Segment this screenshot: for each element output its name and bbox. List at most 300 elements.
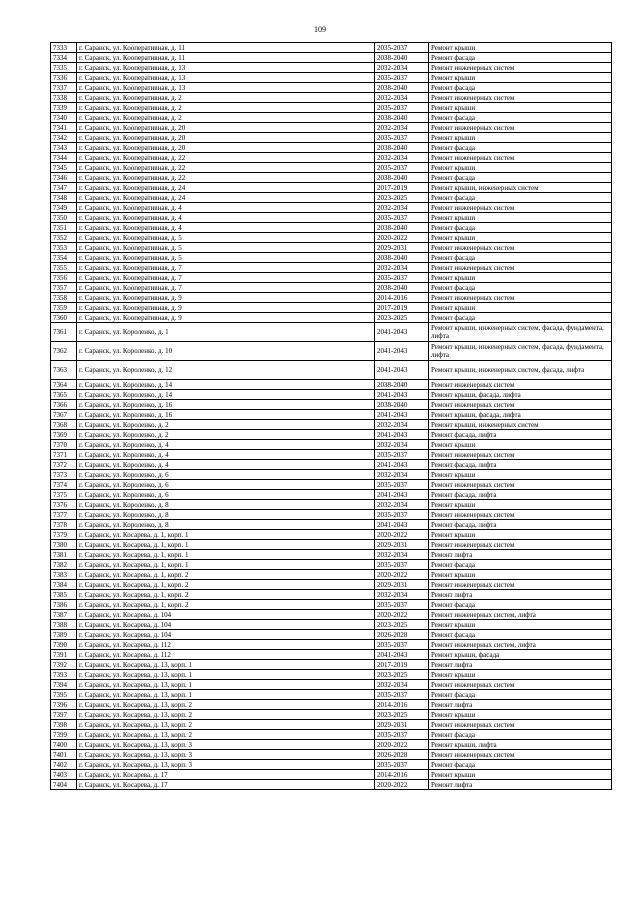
table-row bbox=[51, 342, 612, 361]
period-cell: 2035-2037 bbox=[375, 760, 429, 770]
row-number-cell: 7356 bbox=[51, 273, 77, 283]
period-cell: 2032-2034 bbox=[375, 550, 429, 560]
row-number-cell: 7398 bbox=[51, 720, 77, 730]
row-number-cell: 7345 bbox=[51, 163, 77, 173]
work-type-cell: Ремонт фасада bbox=[429, 253, 612, 263]
address-cell: г. Саранск, ул. Косарева, д. 17 bbox=[77, 780, 375, 790]
period-cell: 2035-2037 bbox=[375, 640, 429, 650]
address-cell: г. Саранск, ул. Короленко, д. 8 bbox=[77, 500, 375, 510]
row-number-cell: 7386 bbox=[51, 600, 77, 610]
address-cell: г. Саранск, ул. Кооперативная, д. 13 bbox=[77, 83, 375, 93]
period-cell: 2032-2034 bbox=[375, 263, 429, 273]
work-type-cell: Ремонт крыши bbox=[429, 710, 612, 720]
row-number-cell: 7395 bbox=[51, 690, 77, 700]
work-type-cell: Ремонт фасада, лифта bbox=[429, 460, 612, 470]
period-cell: 2038-2040 bbox=[375, 223, 429, 233]
address-cell: г. Саранск, ул. Кооперативная, д. 4 bbox=[77, 213, 375, 223]
work-type-cell: Ремонт инженерных систем bbox=[429, 153, 612, 163]
period-cell: 2038-2040 bbox=[375, 143, 429, 153]
period-cell: 2032-2034 bbox=[375, 123, 429, 133]
row-number-cell: 7362 bbox=[51, 342, 77, 361]
address-cell: г. Саранск, ул. Короленко, д. 4 bbox=[77, 450, 375, 460]
row-number-cell: 7335 bbox=[51, 63, 77, 73]
row-number-cell: 7390 bbox=[51, 640, 77, 650]
row-number-cell: 7375 bbox=[51, 490, 77, 500]
table-row bbox=[51, 163, 612, 173]
work-type-cell: Ремонт крыши bbox=[429, 620, 612, 630]
address-cell: г. Саранск, ул. Косарева, д. 1, корп. 2 bbox=[77, 600, 375, 610]
address-cell: г. Саранск, ул. Кооперативная, д. 5 bbox=[77, 243, 375, 253]
address-cell: г. Саранск, ул. Косарева, д. 13, корп. 1 bbox=[77, 680, 375, 690]
address-cell: г. Саранск, ул. Короленко, д. 2 bbox=[77, 420, 375, 430]
address-cell: г. Саранск, ул. Короленко, д. 8 bbox=[77, 520, 375, 530]
table-row bbox=[51, 620, 612, 630]
table-row bbox=[51, 143, 612, 153]
period-cell: 2020-2022 bbox=[375, 233, 429, 243]
work-type-cell: Ремонт инженерных систем bbox=[429, 680, 612, 690]
row-number-cell: 7349 bbox=[51, 203, 77, 213]
repair-schedule-table bbox=[50, 42, 612, 790]
period-cell: 2032-2034 bbox=[375, 93, 429, 103]
work-type-cell: Ремонт крыши, фасада, лифта bbox=[429, 410, 612, 420]
row-number-cell: 7353 bbox=[51, 243, 77, 253]
row-number-cell: 7334 bbox=[51, 53, 77, 63]
work-type-cell: Ремонт фасада bbox=[429, 53, 612, 63]
row-number-cell: 7403 bbox=[51, 770, 77, 780]
table-row bbox=[51, 193, 612, 203]
period-cell: 2035-2037 bbox=[375, 73, 429, 83]
address-cell: г. Саранск, ул. Кооперативная, д. 2 bbox=[77, 113, 375, 123]
address-cell: г. Саранск, ул. Короленко, д. 10 bbox=[77, 342, 375, 361]
work-type-cell: Ремонт фасада, лифта bbox=[429, 430, 612, 440]
row-number-cell: 7347 bbox=[51, 183, 77, 193]
row-number-cell: 7346 bbox=[51, 173, 77, 183]
address-cell: г. Саранск, ул. Короленко, д. 2 bbox=[77, 430, 375, 440]
address-cell: г. Саранск, ул. Косарева, д. 13, корп. 2 bbox=[77, 720, 375, 730]
table-row bbox=[51, 470, 612, 480]
period-cell: 2032-2034 bbox=[375, 440, 429, 450]
address-cell: г. Саранск, ул. Косарева, д. 13, корп. 3 bbox=[77, 740, 375, 750]
table-row bbox=[51, 460, 612, 470]
work-type-cell: Ремонт инженерных систем bbox=[429, 293, 612, 303]
row-number-cell: 7339 bbox=[51, 103, 77, 113]
row-number-cell: 7367 bbox=[51, 410, 77, 420]
period-cell: 2041-2043 bbox=[375, 520, 429, 530]
table-row bbox=[51, 233, 612, 243]
table-row bbox=[51, 93, 612, 103]
work-type-cell: Ремонт лифта bbox=[429, 700, 612, 710]
row-number-cell: 7374 bbox=[51, 480, 77, 490]
table-row bbox=[51, 323, 612, 342]
table-row bbox=[51, 710, 612, 720]
period-cell: 2029-2031 bbox=[375, 720, 429, 730]
table-row bbox=[51, 420, 612, 430]
work-type-cell: Ремонт фасада bbox=[429, 560, 612, 570]
work-type-cell: Ремонт крыши, фасада bbox=[429, 650, 612, 660]
address-cell: г. Саранск, ул. Кооперативная, д. 20 bbox=[77, 123, 375, 133]
work-type-cell: Ремонт инженерных систем bbox=[429, 580, 612, 590]
period-cell: 2041-2043 bbox=[375, 342, 429, 361]
work-type-cell: Ремонт крыши bbox=[429, 273, 612, 283]
work-type-cell: Ремонт лифта bbox=[429, 780, 612, 790]
row-number-cell: 7379 bbox=[51, 530, 77, 540]
address-cell: г. Саранск, ул. Короленко, д. 12 bbox=[77, 361, 375, 380]
period-cell: 2041-2043 bbox=[375, 490, 429, 500]
work-type-cell: Ремонт крыши bbox=[429, 233, 612, 243]
period-cell: 2041-2043 bbox=[375, 650, 429, 660]
period-cell: 2020-2022 bbox=[375, 740, 429, 750]
row-number-cell: 7360 bbox=[51, 313, 77, 323]
period-cell: 2041-2043 bbox=[375, 460, 429, 470]
address-cell: г. Саранск, ул. Короленко, д. 1 bbox=[77, 323, 375, 342]
table-row bbox=[51, 660, 612, 670]
work-type-cell: Ремонт инженерных систем, лифта bbox=[429, 640, 612, 650]
work-type-cell: Ремонт инженерных систем, лифта bbox=[429, 610, 612, 620]
table-row bbox=[51, 173, 612, 183]
period-cell: 2029-2031 bbox=[375, 540, 429, 550]
row-number-cell: 7364 bbox=[51, 380, 77, 390]
table-row bbox=[51, 400, 612, 410]
period-cell: 2035-2037 bbox=[375, 480, 429, 490]
table-row bbox=[51, 760, 612, 770]
work-type-cell: Ремонт фасада bbox=[429, 630, 612, 640]
address-cell: г. Саранск, ул. Короленко, д. 6 bbox=[77, 490, 375, 500]
address-cell: г. Саранск, ул. Косарева, д. 13, корп. 1 bbox=[77, 690, 375, 700]
address-cell: г. Саранск, ул. Косарева, д. 13, корп. 2 bbox=[77, 710, 375, 720]
table-row bbox=[51, 610, 612, 620]
address-cell: г. Саранск, ул. Кооперативная, д. 4 bbox=[77, 223, 375, 233]
work-type-cell: Ремонт инженерных систем bbox=[429, 540, 612, 550]
period-cell: 2035-2037 bbox=[375, 450, 429, 460]
work-type-cell: Ремонт крыши bbox=[429, 770, 612, 780]
table-row bbox=[51, 83, 612, 93]
table-row bbox=[51, 293, 612, 303]
address-cell: г. Саранск, ул. Кооперативная, д. 22 bbox=[77, 163, 375, 173]
table-row bbox=[51, 670, 612, 680]
row-number-cell: 7401 bbox=[51, 750, 77, 760]
table-row bbox=[51, 490, 612, 500]
address-cell: г. Саранск, ул. Косарева, д. 13, корп. 3 bbox=[77, 750, 375, 760]
address-cell: г. Саранск, ул. Короленко, д. 16 bbox=[77, 400, 375, 410]
period-cell: 2017-2019 bbox=[375, 303, 429, 313]
work-type-cell: Ремонт инженерных систем bbox=[429, 450, 612, 460]
row-number-cell: 7382 bbox=[51, 560, 77, 570]
address-cell: г. Саранск, ул. Кооперативная, д. 9 bbox=[77, 293, 375, 303]
work-type-cell: Ремонт инженерных систем bbox=[429, 93, 612, 103]
table-row bbox=[51, 213, 612, 223]
row-number-cell: 7404 bbox=[51, 780, 77, 790]
address-cell: г. Саранск, ул. Косарева, д. 1, корп. 2 bbox=[77, 590, 375, 600]
table-row bbox=[51, 203, 612, 213]
address-cell: г. Саранск, ул. Кооперативная, д. 7 bbox=[77, 273, 375, 283]
work-type-cell: Ремонт фасада bbox=[429, 760, 612, 770]
period-cell: 2023-2025 bbox=[375, 710, 429, 720]
work-type-cell: Ремонт крыши, фасада, лифта bbox=[429, 390, 612, 400]
address-cell: г. Саранск, ул. Косарева, д. 13, корп. 3 bbox=[77, 760, 375, 770]
table-row bbox=[51, 750, 612, 760]
period-cell: 2029-2031 bbox=[375, 580, 429, 590]
period-cell: 2035-2037 bbox=[375, 103, 429, 113]
period-cell: 2035-2037 bbox=[375, 730, 429, 740]
row-number-cell: 7391 bbox=[51, 650, 77, 660]
address-cell: г. Саранск, ул. Кооперативная, д. 9 bbox=[77, 303, 375, 313]
row-number-cell: 7355 bbox=[51, 263, 77, 273]
period-cell: 2038-2040 bbox=[375, 173, 429, 183]
period-cell: 2035-2037 bbox=[375, 43, 429, 53]
address-cell: г. Саранск, ул. Кооперативная, д. 20 bbox=[77, 143, 375, 153]
period-cell: 2038-2040 bbox=[375, 380, 429, 390]
row-number-cell: 7373 bbox=[51, 470, 77, 480]
row-number-cell: 7394 bbox=[51, 680, 77, 690]
period-cell: 2023-2025 bbox=[375, 313, 429, 323]
work-type-cell: Ремонт инженерных систем bbox=[429, 123, 612, 133]
row-number-cell: 7385 bbox=[51, 590, 77, 600]
table-row bbox=[51, 510, 612, 520]
table-row bbox=[51, 530, 612, 540]
row-number-cell: 7393 bbox=[51, 670, 77, 680]
table-row bbox=[51, 590, 612, 600]
row-number-cell: 7363 bbox=[51, 361, 77, 380]
table-row bbox=[51, 720, 612, 730]
row-number-cell: 7338 bbox=[51, 93, 77, 103]
work-type-cell: Ремонт фасада, лифта bbox=[429, 520, 612, 530]
address-cell: г. Саранск, ул. Косарева, д. 1, корп. 2 bbox=[77, 580, 375, 590]
period-cell: 2017-2019 bbox=[375, 183, 429, 193]
table-row bbox=[51, 73, 612, 83]
work-type-cell: Ремонт крыши, инженерных систем, фасада, фундамента, лифта bbox=[429, 323, 612, 342]
period-cell: 2041-2043 bbox=[375, 410, 429, 420]
period-cell: 2026-2028 bbox=[375, 750, 429, 760]
period-cell: 2041-2043 bbox=[375, 361, 429, 380]
row-number-cell: 7359 bbox=[51, 303, 77, 313]
table-row bbox=[51, 650, 612, 660]
period-cell: 2035-2037 bbox=[375, 163, 429, 173]
period-cell: 2041-2043 bbox=[375, 390, 429, 400]
row-number-cell: 7389 bbox=[51, 630, 77, 640]
address-cell: г. Саранск, ул. Короленко, д. 14 bbox=[77, 380, 375, 390]
table-row bbox=[51, 450, 612, 460]
work-type-cell: Ремонт крыши, инженерных систем, фасада, фундамента, лифта bbox=[429, 342, 612, 361]
work-type-cell: Ремонт инженерных систем bbox=[429, 480, 612, 490]
work-type-cell: Ремонт крыши bbox=[429, 213, 612, 223]
row-number-cell: 7372 bbox=[51, 460, 77, 470]
work-type-cell: Ремонт крыши bbox=[429, 440, 612, 450]
work-type-cell: Ремонт фасада bbox=[429, 143, 612, 153]
row-number-cell: 7337 bbox=[51, 83, 77, 93]
table-row bbox=[51, 283, 612, 293]
period-cell: 2038-2040 bbox=[375, 53, 429, 63]
table-row bbox=[51, 223, 612, 233]
address-cell: г. Саранск, ул. Кооперативная, д. 2 bbox=[77, 103, 375, 113]
table-row bbox=[51, 303, 612, 313]
row-number-cell: 7336 bbox=[51, 73, 77, 83]
period-cell: 2038-2040 bbox=[375, 253, 429, 263]
table-row bbox=[51, 730, 612, 740]
work-type-cell: Ремонт крыши bbox=[429, 670, 612, 680]
table-row bbox=[51, 113, 612, 123]
address-cell: г. Саранск, ул. Кооперативная, д. 11 bbox=[77, 43, 375, 53]
work-type-cell: Ремонт фасада bbox=[429, 690, 612, 700]
period-cell: 2020-2022 bbox=[375, 570, 429, 580]
table-row bbox=[51, 53, 612, 63]
address-cell: г. Саранск, ул. Косарева, д. 1, корп. 1 bbox=[77, 550, 375, 560]
table-row bbox=[51, 103, 612, 113]
row-number-cell: 7343 bbox=[51, 143, 77, 153]
period-cell: 2014-2016 bbox=[375, 770, 429, 780]
period-cell: 2035-2037 bbox=[375, 133, 429, 143]
period-cell: 2032-2034 bbox=[375, 153, 429, 163]
period-cell: 2020-2022 bbox=[375, 610, 429, 620]
address-cell: г. Саранск, ул. Кооперативная, д. 13 bbox=[77, 63, 375, 73]
row-number-cell: 7354 bbox=[51, 253, 77, 263]
row-number-cell: 7350 bbox=[51, 213, 77, 223]
work-type-cell: Ремонт фасада bbox=[429, 283, 612, 293]
work-type-cell: Ремонт фасада bbox=[429, 193, 612, 203]
period-cell: 2029-2031 bbox=[375, 243, 429, 253]
period-cell: 2032-2034 bbox=[375, 203, 429, 213]
table-row bbox=[51, 480, 612, 490]
address-cell: г. Саранск, ул. Короленко, д. 8 bbox=[77, 510, 375, 520]
row-number-cell: 7352 bbox=[51, 233, 77, 243]
address-cell: г. Саранск, ул. Косарева, д. 1, корп. 2 bbox=[77, 570, 375, 580]
table-row bbox=[51, 153, 612, 163]
address-cell: г. Саранск, ул. Кооперативная, д. 24 bbox=[77, 193, 375, 203]
period-cell: 2035-2037 bbox=[375, 510, 429, 520]
period-cell: 2017-2019 bbox=[375, 660, 429, 670]
address-cell: г. Саранск, ул. Косарева, д. 104 bbox=[77, 630, 375, 640]
period-cell: 2014-2016 bbox=[375, 293, 429, 303]
period-cell: 2032-2034 bbox=[375, 420, 429, 430]
period-cell: 2032-2034 bbox=[375, 590, 429, 600]
period-cell: 2032-2034 bbox=[375, 680, 429, 690]
work-type-cell: Ремонт крыши bbox=[429, 303, 612, 313]
address-cell: г. Саранск, ул. Косарева, д. 112 bbox=[77, 650, 375, 660]
period-cell: 2035-2037 bbox=[375, 273, 429, 283]
address-cell: г. Саранск, ул. Кооперативная, д. 7 bbox=[77, 283, 375, 293]
address-cell: г. Саранск, ул. Косарева, д. 13, корп. 1 bbox=[77, 660, 375, 670]
work-type-cell: Ремонт крыши bbox=[429, 470, 612, 480]
address-cell: г. Саранск, ул. Короленко, д. 4 bbox=[77, 440, 375, 450]
address-cell: г. Саранск, ул. Кооперативная, д. 9 bbox=[77, 313, 375, 323]
work-type-cell: Ремонт крыши bbox=[429, 133, 612, 143]
row-number-cell: 7357 bbox=[51, 283, 77, 293]
work-type-cell: Ремонт фасада bbox=[429, 223, 612, 233]
address-cell: г. Саранск, ул. Кооперативная, д. 11 bbox=[77, 53, 375, 63]
row-number-cell: 7378 bbox=[51, 520, 77, 530]
period-cell: 2023-2025 bbox=[375, 670, 429, 680]
work-type-cell: Ремонт инженерных систем bbox=[429, 750, 612, 760]
work-type-cell: Ремонт крыши bbox=[429, 163, 612, 173]
table-row bbox=[51, 640, 612, 650]
table-row bbox=[51, 680, 612, 690]
period-cell: 2020-2022 bbox=[375, 780, 429, 790]
table-row bbox=[51, 550, 612, 560]
row-number-cell: 7380 bbox=[51, 540, 77, 550]
table-row bbox=[51, 313, 612, 323]
row-number-cell: 7377 bbox=[51, 510, 77, 520]
address-cell: г. Саранск, ул. Кооперативная, д. 5 bbox=[77, 253, 375, 263]
address-cell: г. Саранск, ул. Короленко, д. 6 bbox=[77, 470, 375, 480]
period-cell: 2023-2025 bbox=[375, 193, 429, 203]
table-body bbox=[51, 43, 612, 790]
address-cell: г. Саранск, ул. Косарева, д. 112 bbox=[77, 640, 375, 650]
address-cell: г. Саранск, ул. Короленко, д. 16 bbox=[77, 410, 375, 420]
table-row bbox=[51, 243, 612, 253]
work-type-cell: Ремонт инженерных систем bbox=[429, 380, 612, 390]
row-number-cell: 7340 bbox=[51, 113, 77, 123]
address-cell: г. Саранск, ул. Кооперативная, д. 13 bbox=[77, 73, 375, 83]
row-number-cell: 7397 bbox=[51, 710, 77, 720]
row-number-cell: 7351 bbox=[51, 223, 77, 233]
table-row bbox=[51, 43, 612, 53]
period-cell: 2026-2028 bbox=[375, 630, 429, 640]
row-number-cell: 7392 bbox=[51, 660, 77, 670]
row-number-cell: 7387 bbox=[51, 610, 77, 620]
address-cell: г. Саранск, ул. Косарева, д. 1, корп. 1 bbox=[77, 560, 375, 570]
row-number-cell: 7341 bbox=[51, 123, 77, 133]
table-row bbox=[51, 700, 612, 710]
work-type-cell: Ремонт лифта bbox=[429, 590, 612, 600]
work-type-cell: Ремонт лифта bbox=[429, 550, 612, 560]
work-type-cell: Ремонт фасада, лифта bbox=[429, 490, 612, 500]
address-cell: г. Саранск, ул. Короленко, д. 6 bbox=[77, 480, 375, 490]
row-number-cell: 7369 bbox=[51, 430, 77, 440]
table-row bbox=[51, 570, 612, 580]
table-row bbox=[51, 263, 612, 273]
row-number-cell: 7383 bbox=[51, 570, 77, 580]
table-row bbox=[51, 580, 612, 590]
table-row bbox=[51, 560, 612, 570]
address-cell: г. Саранск, ул. Косарева, д. 13, корп. 2 bbox=[77, 700, 375, 710]
work-type-cell: Ремонт крыши bbox=[429, 570, 612, 580]
row-number-cell: 7342 bbox=[51, 133, 77, 143]
table-row bbox=[51, 63, 612, 73]
table-row bbox=[51, 133, 612, 143]
row-number-cell: 7348 bbox=[51, 193, 77, 203]
work-type-cell: Ремонт фасада bbox=[429, 113, 612, 123]
row-number-cell: 7396 bbox=[51, 700, 77, 710]
period-cell: 2023-2025 bbox=[375, 620, 429, 630]
row-number-cell: 7371 bbox=[51, 450, 77, 460]
work-type-cell: Ремонт фасада bbox=[429, 600, 612, 610]
period-cell: 2032-2034 bbox=[375, 63, 429, 73]
table-row bbox=[51, 430, 612, 440]
address-cell: г. Саранск, ул. Кооперативная, д. 20 bbox=[77, 133, 375, 143]
row-number-cell: 7381 bbox=[51, 550, 77, 560]
table-row bbox=[51, 361, 612, 380]
row-number-cell: 7402 bbox=[51, 760, 77, 770]
period-cell: 2038-2040 bbox=[375, 83, 429, 93]
address-cell: г. Саранск, ул. Кооперативная, д. 22 bbox=[77, 173, 375, 183]
table-row bbox=[51, 600, 612, 610]
work-type-cell: Ремонт инженерных систем bbox=[429, 243, 612, 253]
period-cell: 2035-2037 bbox=[375, 560, 429, 570]
table-row bbox=[51, 380, 612, 390]
row-number-cell: 7361 bbox=[51, 323, 77, 342]
row-number-cell: 7365 bbox=[51, 390, 77, 400]
table-row bbox=[51, 440, 612, 450]
address-cell: г. Саранск, ул. Косарева, д. 13, корп. 1 bbox=[77, 670, 375, 680]
table-row bbox=[51, 540, 612, 550]
work-type-cell: Ремонт крыши bbox=[429, 43, 612, 53]
row-number-cell: 7376 bbox=[51, 500, 77, 510]
period-cell: 2038-2040 bbox=[375, 113, 429, 123]
work-type-cell: Ремонт крыши, инженерных систем bbox=[429, 420, 612, 430]
row-number-cell: 7399 bbox=[51, 730, 77, 740]
address-cell: г. Саранск, ул. Кооперативная, д. 7 bbox=[77, 263, 375, 273]
table-row bbox=[51, 780, 612, 790]
row-number-cell: 7358 bbox=[51, 293, 77, 303]
